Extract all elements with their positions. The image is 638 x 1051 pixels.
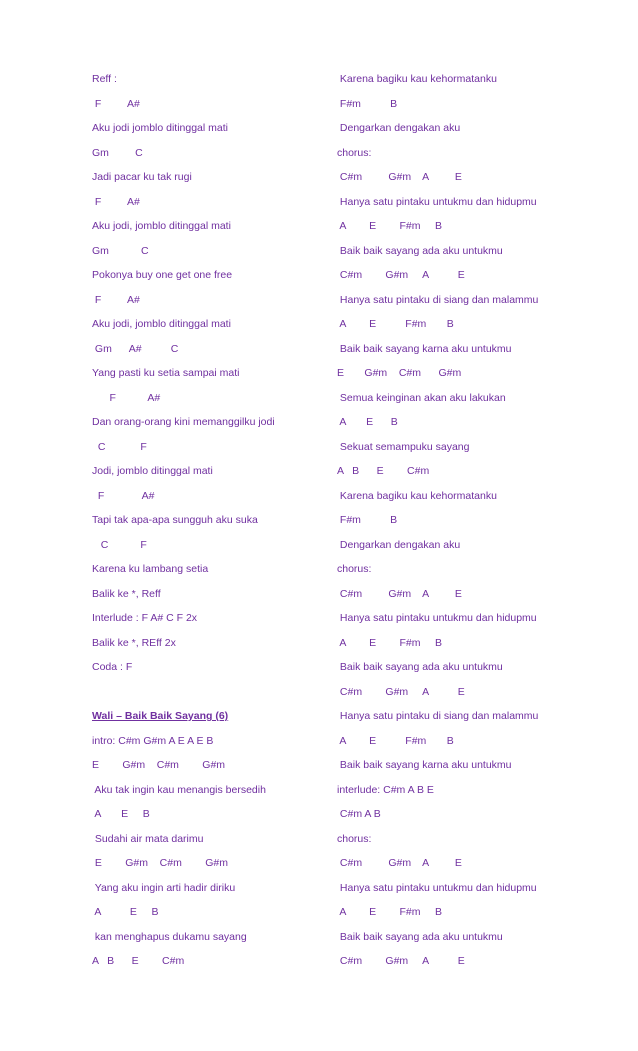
right-lyric-line: C#m G#m A E — [337, 857, 462, 869]
left-lyric-line: Yang pasti ku setia sampai mati — [92, 367, 240, 379]
left-lyric-line: Jodi, jomblo ditinggal mati — [92, 465, 213, 477]
right-lyric-line: Dengarkan dengakan aku — [337, 538, 461, 551]
left-lyric-line: Aku jodi, jomblo ditinggal mati — [92, 318, 231, 330]
left-lyric-line: E G#m C#m G#m — [92, 857, 228, 869]
right-lyric-line: A E F#m B — [337, 906, 443, 918]
left-lyric-line: Aku jodi, jomblo ditinggal mati — [92, 220, 231, 232]
left-lyric-line: A B E C#m — [92, 955, 185, 967]
left-lyric-line: F A# — [92, 391, 161, 404]
right-lyric-line: Baik baik sayang karna aku untukmu — [337, 759, 512, 771]
right-lyric-line: F#m B — [337, 514, 398, 526]
left-lyric-line: A E B — [92, 906, 159, 918]
right-lyric-line: Karena bagiku kau kehormatanku — [337, 73, 497, 85]
left-lyric-line: Interlude : F A# C F 2x — [92, 612, 198, 624]
right-lyric-line: Baik baik sayang karna aku untukmu — [337, 342, 512, 355]
left-lyric-line: Gm C — [92, 244, 149, 257]
left-lyric-line: E G#m C#m G#m — [92, 759, 226, 771]
right-lyric-line: E G#m C#m G#m — [337, 367, 462, 379]
right-lyric-line: interlude: C#m A B E — [337, 783, 434, 796]
right-lyric-line: Hanya satu pintaku di siang dan malammu — [337, 293, 539, 306]
right-lyric-line: chorus: — [337, 832, 372, 845]
left-lyric-line: C F — [92, 440, 147, 453]
right-lyric-line: Hanya satu pintaku untukmu dan hidupmu — [337, 612, 537, 624]
left-lyric-line: Yang aku ingin arti hadir diriku — [92, 881, 236, 894]
right-lyric-line: chorus: — [337, 146, 372, 159]
left-lyric-line: Jadi pacar ku tak rugi — [92, 171, 192, 183]
right-lyric-line: C#m G#m A E — [337, 685, 465, 698]
right-lyric-line: Hanya satu pintaku untukmu dan hidupmu — [337, 881, 537, 894]
left-lyric-line: Karena ku lambang setia — [92, 563, 209, 575]
left-lyric-line: kan menghapus dukamu sayang — [92, 930, 247, 943]
right-column — [337, 72, 627, 979]
right-lyric-line: C#m G#m A E — [337, 955, 465, 967]
right-lyric-line: Hanya satu pintaku untukmu dan hidupmu — [337, 195, 537, 208]
right-lyric-line: F#m B — [337, 97, 398, 110]
left-lyric-line: Gm C — [92, 146, 143, 159]
left-lyric-line: F A# — [92, 293, 140, 306]
right-lyric-line: Baik baik sayang ada aku untukmu — [337, 244, 503, 257]
right-lyric-line: C#m G#m A E — [337, 587, 462, 600]
right-lyric-line: chorus: — [337, 563, 372, 575]
right-lyric-line: C#m G#m A E — [337, 269, 465, 281]
left-lyric-line: Gm A# C — [92, 342, 179, 355]
left-lyric-line: F A# — [92, 489, 155, 502]
left-lyric-line: Aku jodi jomblo ditinggal mati — [92, 122, 228, 134]
right-lyric-line: Sekuat semampuku sayang — [337, 440, 470, 453]
left-lyric-line: intro: C#m G#m A E A E B — [92, 734, 214, 747]
left-lyric-line: Dan orang-orang kini memanggilku jodi — [92, 416, 275, 428]
left-lyric-line: Sudahi air mata darimu — [92, 832, 204, 845]
left-lyric-line: F A# — [92, 195, 140, 208]
left-lyric-line: A E B — [92, 808, 150, 820]
right-lyric-line: A B E C#m — [337, 465, 430, 477]
right-lyric-line: A E F#m B — [337, 220, 443, 232]
right-lyric-line: Baik baik sayang ada aku untukmu — [337, 661, 503, 673]
right-lyric-line: A E F#m B — [337, 734, 454, 747]
left-lyric-line: Tapi tak apa-apa sungguh aku suka — [92, 514, 258, 526]
right-lyric-line: C#m A B — [337, 808, 381, 820]
left-lyric-line: Reff : — [92, 73, 117, 85]
right-lyric-line: A E F#m B — [337, 636, 443, 649]
right-lyric-line: Semua keinginan akan aku lakukan — [337, 391, 506, 404]
song-title: Wali – Baik Baik Sayang (6) — [92, 710, 229, 722]
right-lyric-line: Dengarkan dengakan aku — [337, 122, 461, 134]
right-lyric-line: C#m G#m A E — [337, 171, 462, 183]
left-column — [92, 72, 332, 979]
right-lyric-line: Hanya satu pintaku di siang dan malammu — [337, 710, 539, 722]
right-lyric-line: Karena bagiku kau kehormatanku — [337, 489, 497, 502]
left-lyric-line: Pokonya buy one get one free — [92, 269, 233, 281]
left-lyric-line: Balik ke *, Reff — [92, 587, 161, 600]
left-lyric-line: Aku tak ingin kau menangis bersedih — [92, 783, 266, 796]
left-lyric-line: C F — [92, 538, 147, 551]
right-lyric-line: A E B — [337, 416, 398, 428]
right-lyric-line: Baik baik sayang ada aku untukmu — [337, 930, 503, 943]
left-lyric-line: Coda : F — [92, 661, 133, 673]
left-lyric-line — [92, 685, 332, 710]
left-lyric-line: Balik ke *, REff 2x — [92, 636, 176, 649]
right-lyric-line: A E F#m B — [337, 318, 454, 330]
left-lyric-line: F A# — [92, 97, 140, 110]
